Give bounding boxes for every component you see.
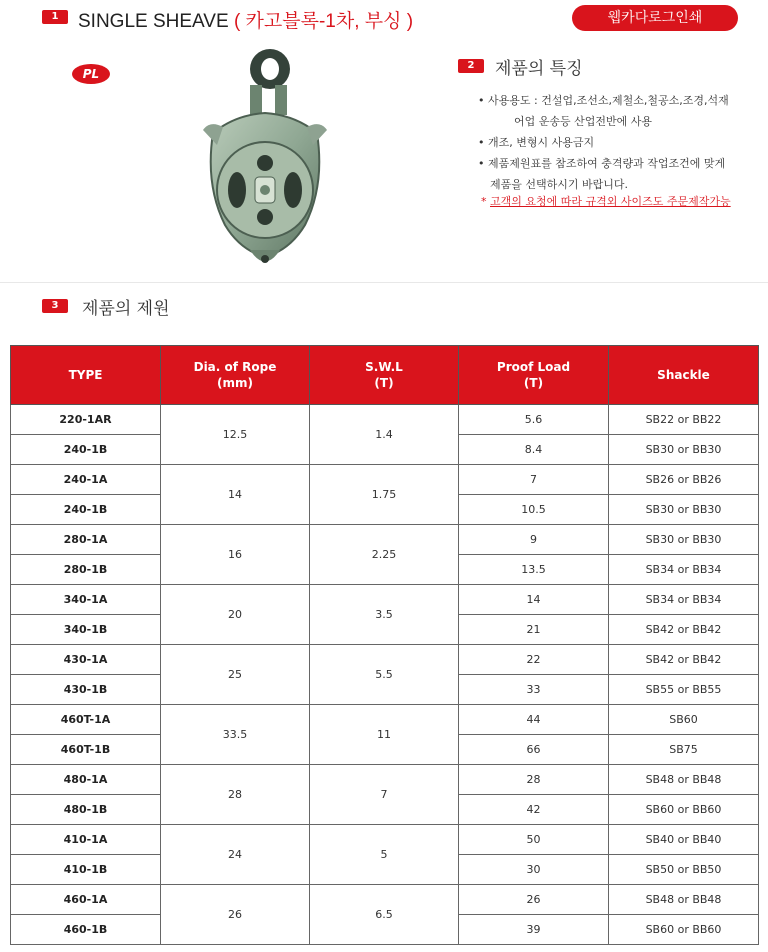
type-cell: 460T-1B: [11, 735, 161, 765]
type-cell: 280-1B: [11, 555, 161, 585]
spec-heading: 제품의 제원: [82, 299, 170, 319]
type-cell: 480-1A: [11, 765, 161, 795]
type-cell: 340-1A: [11, 585, 161, 615]
feature-item: • 사용용도 : 건설업,조선소,제철소,철공소,조경,석재: [478, 90, 758, 111]
proof-load-cell: 13.5: [459, 555, 609, 585]
proof-load-cell: 30: [459, 855, 609, 885]
type-cell: 460-1A: [11, 885, 161, 915]
shackle-cell: SB30 or BB30: [609, 525, 759, 555]
spec-table: [10, 345, 759, 945]
header-rope-diameter: Dia. of Rope (mm): [161, 346, 310, 405]
section-number-badge: 3: [42, 299, 68, 313]
shackle-cell: SB55 or BB55: [609, 675, 759, 705]
bullet-icon: •: [478, 157, 485, 170]
header-shackle: Shackle: [609, 346, 759, 405]
proof-load-cell: 5.6: [459, 405, 609, 435]
type-cell: 460-1B: [11, 915, 161, 945]
table-header-row: [11, 346, 759, 405]
proof-load-cell: 22: [459, 645, 609, 675]
shackle-cell: SB60 or BB60: [609, 795, 759, 825]
proof-load-cell: 8.4: [459, 435, 609, 465]
proof-load-cell: 14: [459, 585, 609, 615]
table-row: [11, 885, 759, 915]
feature-item-continued: 제품을 선택하시기 바랍니다.: [490, 178, 629, 191]
rope-diameter-cell: 26: [161, 885, 310, 945]
type-cell: 340-1B: [11, 615, 161, 645]
shackle-cell: SB22 or BB22: [609, 405, 759, 435]
features-heading: 제품의 특징: [495, 59, 583, 79]
rope-diameter-cell: 33.5: [161, 705, 310, 765]
pl-logo: PL: [72, 64, 110, 84]
shackle-cell: SB30 or BB30: [609, 495, 759, 525]
proof-load-cell: 42: [459, 795, 609, 825]
proof-load-cell: 39: [459, 915, 609, 945]
type-cell: 410-1A: [11, 825, 161, 855]
type-cell: 240-1A: [11, 465, 161, 495]
rope-diameter-cell: 20: [161, 585, 310, 645]
proof-load-cell: 7: [459, 465, 609, 495]
table-row: [11, 525, 759, 555]
table-row: [11, 405, 759, 435]
table-row: [11, 645, 759, 675]
proof-load-cell: 26: [459, 885, 609, 915]
type-cell: 480-1B: [11, 795, 161, 825]
type-cell: 240-1B: [11, 495, 161, 525]
header-type: TYPE: [11, 346, 161, 405]
swl-cell: 2.25: [310, 525, 459, 585]
rope-diameter-cell: 24: [161, 825, 310, 885]
proof-load-cell: 9: [459, 525, 609, 555]
section-number-badge: 2: [458, 59, 484, 73]
single-sheave-block-image: [195, 45, 335, 275]
proof-load-cell: 21: [459, 615, 609, 645]
shackle-cell: SB30 or BB30: [609, 435, 759, 465]
rope-diameter-cell: 25: [161, 645, 310, 705]
shackle-cell: SB40 or BB40: [609, 825, 759, 855]
proof-load-cell: 44: [459, 705, 609, 735]
proof-load-cell: 50: [459, 825, 609, 855]
type-cell: 240-1B: [11, 435, 161, 465]
rope-diameter-cell: 12.5: [161, 405, 310, 465]
proof-load-cell: 66: [459, 735, 609, 765]
proof-load-cell: 10.5: [459, 495, 609, 525]
bullet-icon: •: [478, 136, 485, 149]
type-cell: 460T-1A: [11, 705, 161, 735]
rope-diameter-cell: 14: [161, 465, 310, 525]
swl-cell: 5.5: [310, 645, 459, 705]
rope-diameter-cell: 16: [161, 525, 310, 585]
shackle-cell: SB48 or BB48: [609, 765, 759, 795]
swl-cell: 11: [310, 705, 459, 765]
swl-cell: 3.5: [310, 585, 459, 645]
type-cell: 430-1B: [11, 675, 161, 705]
shackle-cell: SB50 or BB50: [609, 855, 759, 885]
shackle-cell: SB60 or BB60: [609, 915, 759, 945]
shackle-cell: SB60: [609, 705, 759, 735]
table-row: [11, 705, 759, 735]
feature-item-continued: 어업 운송등 산업전반에 사용: [514, 115, 653, 128]
type-cell: 280-1A: [11, 525, 161, 555]
feature-item: • 제품제원표를 참조하여 충격량과 작업조건에 맞게: [478, 153, 758, 174]
section-divider: [0, 282, 768, 283]
shackle-cell: SB34 or BB34: [609, 555, 759, 585]
type-cell: 220-1AR: [11, 405, 161, 435]
page-title: [78, 6, 413, 33]
table-row: [11, 465, 759, 495]
bullet-icon: •: [478, 94, 485, 107]
shackle-cell: SB75: [609, 735, 759, 765]
custom-order-note: * 고객의 요청에 따라 규격외 사이즈도 주문제작가능: [481, 195, 731, 208]
type-cell: 430-1A: [11, 645, 161, 675]
shackle-cell: SB42 or BB42: [609, 615, 759, 645]
swl-cell: 6.5: [310, 885, 459, 945]
swl-cell: 7: [310, 765, 459, 825]
features-list: [478, 90, 758, 195]
section-number-badge: 1: [42, 10, 68, 24]
header-swl: S.W.L (T): [310, 346, 459, 405]
title-main: SINGLE SHEAVE: [78, 11, 229, 32]
spec-table-body: [11, 405, 759, 945]
proof-load-cell: 33: [459, 675, 609, 705]
swl-cell: 1.75: [310, 465, 459, 525]
proof-load-cell: 28: [459, 765, 609, 795]
swl-cell: 5: [310, 825, 459, 885]
shackle-cell: SB34 or BB34: [609, 585, 759, 615]
feature-item: • 개조, 변형시 사용금지: [478, 132, 758, 153]
shackle-cell: SB42 or BB42: [609, 645, 759, 675]
web-catalog-button[interactable]: 웹카다로그인쇄: [572, 5, 738, 31]
shackle-cell: SB48 or BB48: [609, 885, 759, 915]
shackle-cell: SB26 or BB26: [609, 465, 759, 495]
type-cell: 410-1B: [11, 855, 161, 885]
header-proof-load: Proof Load (T): [459, 346, 609, 405]
table-row: [11, 585, 759, 615]
table-row: [11, 825, 759, 855]
rope-diameter-cell: 28: [161, 765, 310, 825]
swl-cell: 1.4: [310, 405, 459, 465]
table-row: [11, 765, 759, 795]
title-subtitle: ( 카고블록-1차, 부싱 ): [233, 11, 414, 32]
